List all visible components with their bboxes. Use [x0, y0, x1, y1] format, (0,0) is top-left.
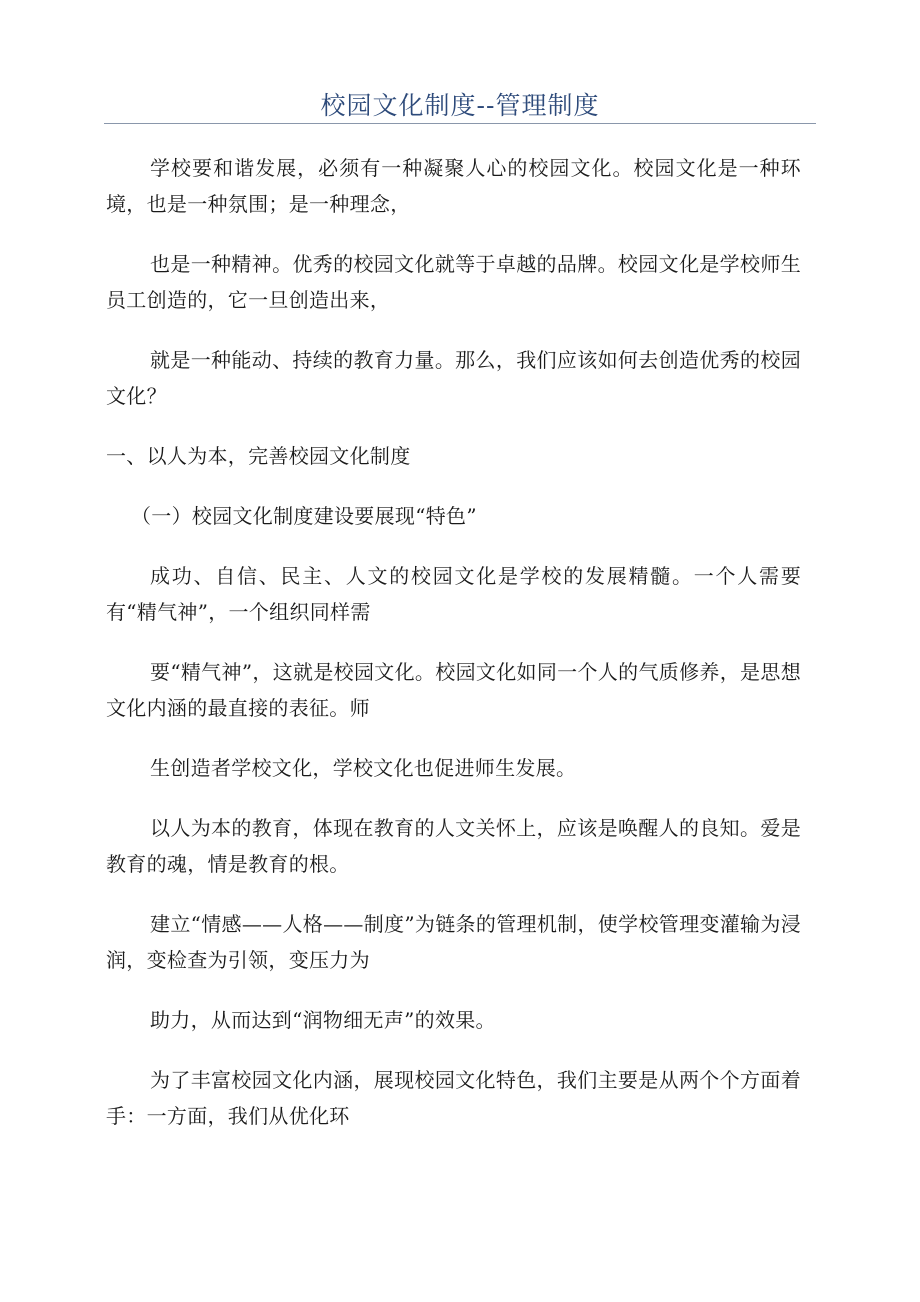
- paragraph: 要“精气神”，这就是校园文化。校园文化如同一个人的气质修养，是思想文化内涵的最直接的表征。师: [106, 660, 801, 720]
- paragraph: 成功、自信、民主、人文的校园文化是学校的发展精髓。一个人需要有“精气神”，一个组织同样需: [106, 564, 801, 624]
- section-heading: 一、以人为本，完善校园文化制度: [106, 444, 411, 468]
- paragraph: 以人为本的教育，体现在教育的人文关怀上，应该是唤醒人的良知。爱是教育的魂，情是教育的根。: [106, 816, 801, 876]
- paragraph: 为了丰富校园文化内涵，展现校园文化特色，我们主要是从两个个方面着手：一方面，我们从优化环: [106, 1068, 801, 1128]
- title-underline: [104, 123, 816, 124]
- paragraph: 建立“情感——人格——制度”为链条的管理机制，使学校管理变灌输为浸润，变检查为引领，变压力为: [106, 912, 801, 972]
- paragraph: 助力，从而达到“润物细无声”的效果。: [150, 1008, 496, 1032]
- paragraph: 也是一种精神。优秀的校园文化就等于卓越的品牌。校园文化是学校师生员工创造的，它一旦创造出来，: [106, 252, 801, 312]
- paragraph: 就是一种能动、持续的教育力量。那么，我们应该如何去创造优秀的校园文化？: [106, 348, 801, 408]
- subsection-heading: （一）校园文化制度建设要展现“特色”: [131, 504, 477, 528]
- document-title: 校园文化制度--管理制度: [320, 91, 600, 120]
- paragraph: 生创造者学校文化，学校文化也促进师生发展。: [150, 756, 577, 780]
- paragraph: 学校要和谐发展，必须有一种凝聚人心的校园文化。校园文化是一种环境，也是一种氛围；是一种理念，: [106, 156, 801, 216]
- document-body: [106, 150, 801, 1158]
